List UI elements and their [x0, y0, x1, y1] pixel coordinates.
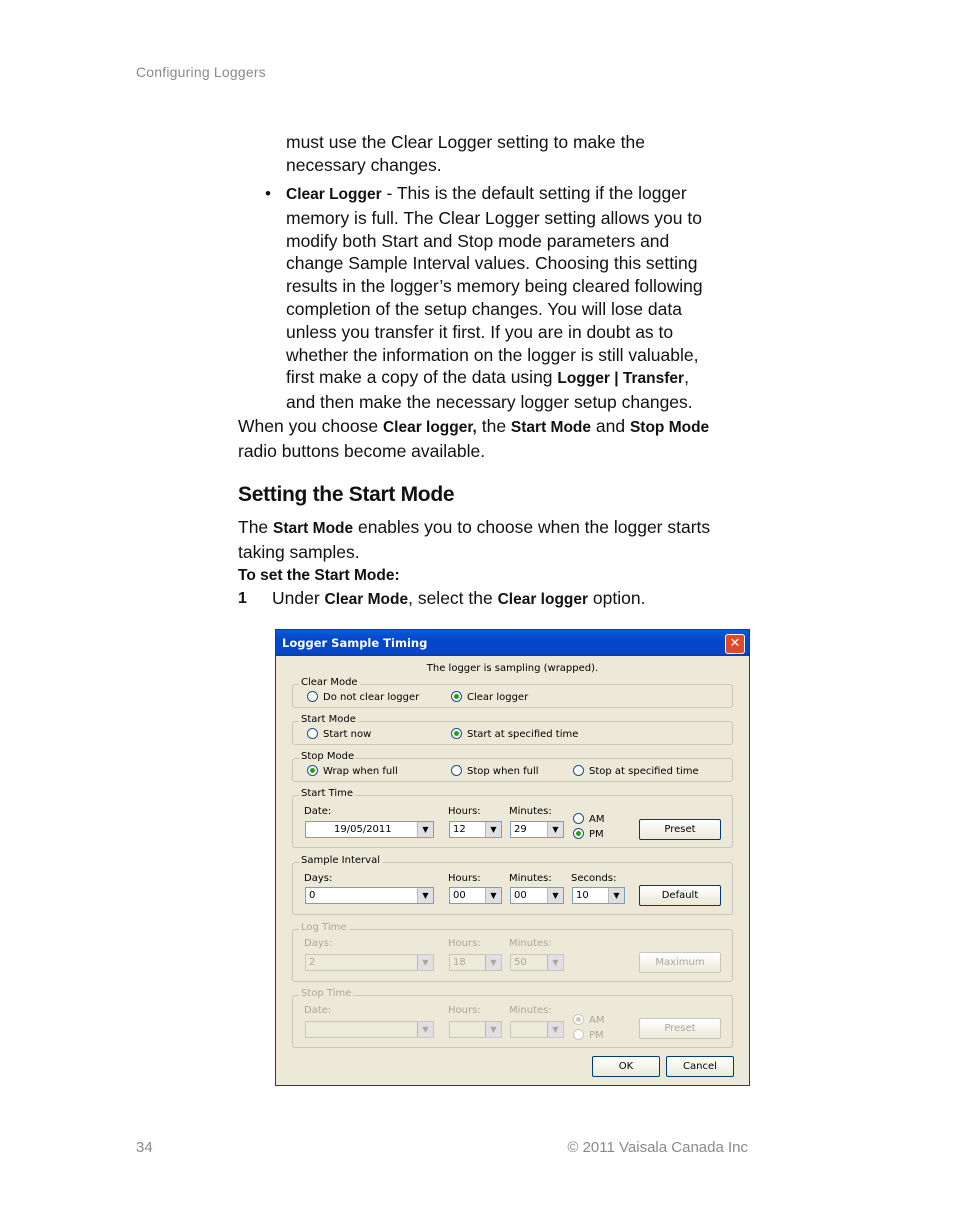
chevron-down-icon: ▼: [547, 822, 563, 837]
radio-label: Wrap when full: [323, 766, 398, 777]
group-label: Start Time: [301, 788, 354, 799]
group-label: Sample Interval: [301, 855, 380, 866]
default-button[interactable]: Default: [639, 885, 721, 906]
select-value: 18: [453, 957, 466, 968]
minutes-label: Minutes:: [509, 806, 552, 817]
text-span: option.: [588, 588, 646, 608]
select-value: 00: [453, 890, 466, 901]
log-time-group: [292, 922, 733, 982]
stop-time-group: [292, 988, 733, 1048]
date-label: Date:: [304, 1005, 332, 1016]
ui-term: Clear Logger: [286, 186, 382, 203]
text-line: results in the logger’s memory being cleared following: [286, 276, 703, 297]
text-span: When you choose: [238, 416, 383, 436]
text-line: unless you transfer it first. If you are in doubt as to: [286, 321, 674, 342]
chevron-down-icon: ▼: [417, 888, 433, 903]
interval-seconds-select[interactable]: [572, 887, 625, 904]
radio-label: Do not clear logger: [323, 692, 420, 703]
select-value: 29: [514, 824, 527, 835]
text-span: Under: [272, 588, 325, 608]
radio-icon: [451, 765, 462, 776]
ui-term: Clear Mode: [324, 591, 409, 608]
chevron-down-icon: ▼: [547, 955, 563, 970]
radio-selected-icon: [307, 765, 318, 776]
chevron-down-icon: ▼: [485, 1022, 501, 1037]
select-value: 00: [514, 890, 527, 901]
radio-pm: [573, 1029, 604, 1041]
chevron-down-icon: ▼: [608, 888, 624, 903]
radio-label: PM: [589, 829, 604, 840]
select-value: 2: [309, 957, 316, 968]
days-label: Days:: [304, 938, 333, 949]
ui-term: Logger | Transfer: [557, 370, 685, 388]
when-paragraph: [238, 415, 758, 463]
radio-label: AM: [589, 1015, 605, 1026]
group-label: Start Mode: [301, 714, 356, 725]
dialog-titlebar: [276, 630, 749, 656]
radio-wrap-when-full[interactable]: [307, 765, 398, 777]
radio-start-now[interactable]: [307, 728, 371, 740]
radio-clear-logger[interactable]: [451, 691, 528, 703]
radio-start-specified[interactable]: [451, 728, 578, 740]
text-span: , select the: [408, 588, 498, 608]
hours-label: Hours:: [448, 873, 481, 884]
radio-icon: [307, 691, 318, 702]
text-line: and then make the necessary logger setup changes.: [286, 392, 693, 413]
chevron-down-icon: ▼: [485, 888, 501, 903]
radio-icon: [573, 1029, 584, 1040]
radio-stop-when-full[interactable]: [451, 765, 539, 777]
hours-label: Hours:: [448, 938, 481, 949]
stop-hours-select: [449, 1021, 502, 1038]
bullet-marker: •: [265, 184, 271, 203]
text-line: must use the Clear Logger setting to make the: [286, 132, 645, 152]
days-label: Days:: [304, 873, 333, 884]
stop-minutes-select: [510, 1021, 564, 1038]
text-span: enables you to choose when the logger starts: [353, 517, 711, 537]
text-line: [286, 182, 756, 207]
radio-label: AM: [589, 814, 605, 825]
radio-label: Start now: [323, 729, 372, 740]
text-line: memory is full. The Clear Logger setting allows you to: [286, 207, 702, 228]
minutes-label: Minutes:: [509, 1005, 552, 1016]
cancel-button[interactable]: Cancel: [666, 1056, 734, 1077]
group-label: Log Time: [301, 922, 347, 933]
select-value: 10: [576, 890, 589, 901]
ui-term: Clear logger,: [382, 419, 477, 436]
text-span: - This is the default setting if the logger: [381, 183, 687, 203]
step-number: 1: [238, 590, 247, 607]
text-span: and: [591, 416, 630, 436]
clear-mode-group: [292, 677, 733, 708]
radio-icon: [573, 765, 584, 776]
logger-sample-timing-dialog: [275, 629, 750, 1086]
select-value: 0: [309, 890, 316, 901]
interval-minutes-select[interactable]: [510, 887, 564, 904]
interval-days-select[interactable]: [305, 887, 434, 904]
group-label: Stop Mode: [301, 751, 355, 762]
chevron-down-icon: ▼: [485, 822, 501, 837]
chevron-down-icon: ▼: [547, 888, 563, 903]
start-mode-group: [292, 714, 733, 745]
text-span: The: [238, 517, 274, 537]
radio-am: [573, 1014, 604, 1026]
minutes-label: Minutes:: [509, 873, 552, 884]
group-label: Clear Mode: [301, 677, 358, 688]
select-value: 19/05/2011: [334, 824, 392, 835]
text-line: whether the information on the logger is still valuable,: [286, 344, 699, 365]
ui-term: Stop Mode: [629, 419, 710, 436]
radio-icon: [573, 813, 584, 824]
text-span: ,: [684, 367, 689, 388]
chevron-down-icon: ▼: [417, 822, 433, 837]
group-label: Stop Time: [301, 988, 352, 999]
procedure-title: To set the Start Mode:: [238, 567, 400, 584]
chevron-down-icon: ▼: [485, 955, 501, 970]
interval-hours-select[interactable]: [449, 887, 502, 904]
ui-term: Start Mode: [510, 419, 592, 436]
radio-do-not-clear[interactable]: [307, 691, 419, 703]
maximum-button: Maximum: [639, 952, 721, 973]
text-span: first make a copy of the data using: [286, 367, 558, 388]
copyright: © 2011 Vaisala Canada Inc: [567, 1139, 748, 1156]
stop-date-select: [305, 1021, 434, 1038]
start-minutes-select[interactable]: [510, 821, 564, 838]
start-mode-paragraph: [238, 516, 758, 564]
text-line: [238, 415, 758, 440]
text-line: [286, 366, 756, 391]
preset-button[interactable]: Preset: [639, 819, 721, 840]
seconds-label: Seconds:: [571, 873, 617, 884]
bullet-paragraph: [286, 182, 756, 414]
radio-label: PM: [589, 1030, 604, 1041]
minutes-label: Minutes:: [509, 938, 552, 949]
select-value: 50: [514, 957, 527, 968]
chevron-down-icon: ▼: [547, 1022, 563, 1037]
ok-button[interactable]: OK: [592, 1056, 660, 1077]
preset-button: Preset: [639, 1018, 721, 1039]
text-line: radio buttons become available.: [238, 440, 486, 461]
text-line: completion of the setup changes. You will lose data: [286, 298, 682, 319]
close-icon[interactable]: ✕: [725, 634, 745, 654]
section-heading: Setting the Start Mode: [238, 483, 455, 506]
chevron-down-icon: ▼: [417, 1022, 433, 1037]
hours-label: Hours:: [448, 1005, 481, 1016]
page-number: 34: [136, 1139, 153, 1156]
radio-selected-icon: [451, 728, 462, 739]
dialog-title: Logger Sample Timing: [282, 636, 428, 650]
radio-pm[interactable]: [573, 828, 604, 840]
text-line: modify both Start and Stop mode parameters and: [286, 230, 670, 251]
start-date-select[interactable]: [305, 821, 434, 838]
log-hours-select: [449, 954, 502, 971]
ui-term: Start Mode: [273, 520, 354, 537]
start-time-group: [292, 788, 733, 848]
radio-label: Clear logger: [467, 692, 529, 703]
radio-label: Stop when full: [467, 766, 539, 777]
stop-mode-group: [292, 751, 733, 782]
text-line: [238, 516, 758, 541]
log-days-select: [305, 954, 434, 971]
hours-label: Hours:: [448, 806, 481, 817]
ui-term: Clear logger: [497, 591, 589, 608]
paragraph-continuation: [286, 131, 756, 177]
running-head: Configuring Loggers: [136, 64, 266, 80]
status-text: The logger is sampling (wrapped).: [426, 663, 599, 674]
select-value: 12: [453, 824, 466, 835]
log-minutes-select: [510, 954, 564, 971]
chevron-down-icon: ▼: [417, 955, 433, 970]
start-hours-select[interactable]: [449, 821, 502, 838]
radio-selected-icon: [573, 828, 584, 839]
radio-icon: [307, 728, 318, 739]
radio-label: Start at specified time: [467, 729, 579, 740]
step-text: [272, 588, 645, 609]
sample-interval-group: [292, 855, 733, 915]
radio-selected-icon: [451, 691, 462, 702]
radio-selected-icon: [573, 1014, 584, 1025]
radio-stop-specified[interactable]: [573, 765, 699, 777]
date-label: Date:: [304, 806, 332, 817]
text-line: change Sample Interval values. Choosing this setting: [286, 253, 698, 274]
text-line: necessary changes.: [286, 154, 442, 175]
radio-label: Stop at specified time: [589, 766, 699, 777]
text-line: taking samples.: [238, 541, 360, 562]
text-span: the: [476, 416, 511, 436]
radio-am[interactable]: [573, 813, 604, 825]
